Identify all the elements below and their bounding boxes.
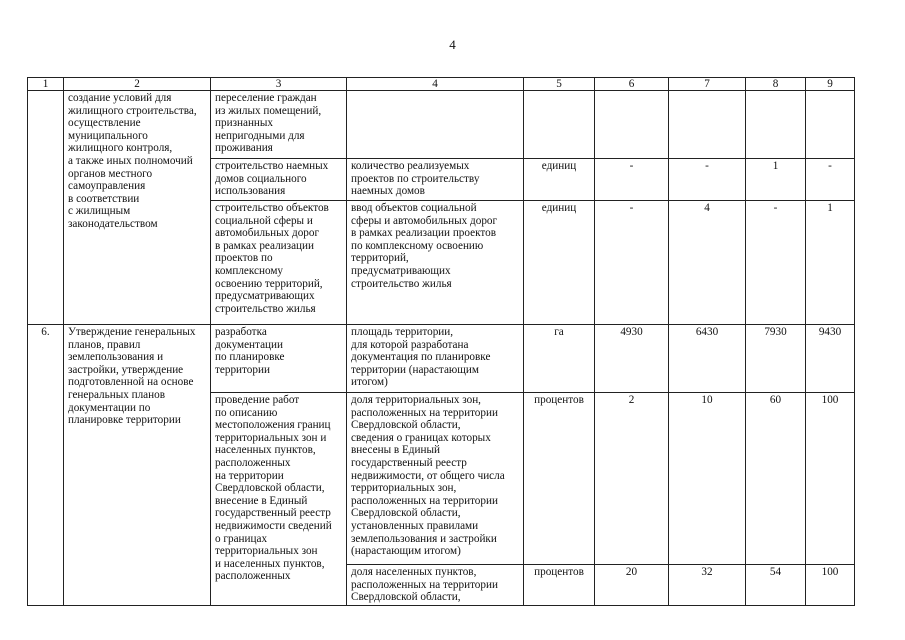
value-cell: 4 <box>669 201 746 325</box>
value-cell: - <box>806 159 855 201</box>
table-row <box>28 325 855 393</box>
col-header-7: 7 <box>669 78 746 91</box>
col-header-8: 8 <box>746 78 806 91</box>
value-cell <box>595 91 669 159</box>
indicator-cell: доля территориальных зон, расположенных на территории Свердловской области, сведения о границах которых внесены в Единый государственный реестр недвижимости, от общего числа территориальных зон, расположенных на территории Свердловской области, установленных правилами землепользования и застройки (нарастающим итогом) <box>347 393 524 565</box>
value-cell: 60 <box>746 393 806 565</box>
value-cell: 100 <box>806 565 855 606</box>
value-cell: 1 <box>746 159 806 201</box>
unit-cell <box>524 91 595 159</box>
value-cell: - <box>746 201 806 325</box>
col-header-3: 3 <box>211 78 347 91</box>
indicator-cell: доля населенных пунктов, расположенных на территории Свердловской области, <box>347 565 524 606</box>
col-header-6: 6 <box>595 78 669 91</box>
indicator-cell: площадь территории, для которой разработана документация по планировке территории (нарастающим итогом) <box>347 325 524 393</box>
value-cell: 54 <box>746 565 806 606</box>
value-cell: 1 <box>806 201 855 325</box>
value-cell: 10 <box>669 393 746 565</box>
col-header-4: 4 <box>347 78 524 91</box>
task-cell: создание условий для жилищного строительства, осуществление муниципального жилищного контроля, а также иных полномочий органов местного самоуправления в соответствии с жилищным законодательством <box>64 91 211 325</box>
value-cell: 32 <box>669 565 746 606</box>
table-row <box>28 91 855 159</box>
value-cell <box>669 91 746 159</box>
unit-cell: га <box>524 325 595 393</box>
unit-cell: единиц <box>524 159 595 201</box>
unit-cell: процентов <box>524 393 595 565</box>
event-cell: строительство наемных домов социального использования <box>211 159 347 201</box>
event-cell: проведение работ по описанию местоположения границ территориальных зон и населенных пунктов, расположенных на территории Свердловской области, внесение в Единый государственный реестр недвижимости сведений о границах территориальных зон и населенных пунктов, расположенных <box>211 393 347 606</box>
unit-cell: процентов <box>524 565 595 606</box>
value-cell: 9430 <box>806 325 855 393</box>
value-cell: - <box>595 201 669 325</box>
unit-cell: единиц <box>524 201 595 325</box>
page-number: 4 <box>449 37 456 52</box>
item-number-cell: 6. <box>28 325 64 606</box>
value-cell: - <box>669 159 746 201</box>
value-cell: 20 <box>595 565 669 606</box>
indicators-table <box>27 77 855 606</box>
indicator-cell <box>347 91 524 159</box>
value-cell <box>806 91 855 159</box>
value-cell: 7930 <box>746 325 806 393</box>
column-number-row <box>28 78 855 91</box>
indicator-cell: ввод объектов социальной сферы и автомобильных дорог в рамках реализации проектов по комплексному освоению территорий, предусматривающих строительство жилья <box>347 201 524 325</box>
col-header-9: 9 <box>806 78 855 91</box>
event-cell: строительство объектов социальной сферы и автомобильных дорог в рамках реализации проектов по комплексному освоению территорий, предусматривающих строительство жилья <box>211 201 347 325</box>
col-header-1: 1 <box>28 78 64 91</box>
value-cell: 6430 <box>669 325 746 393</box>
item-number-cell <box>28 91 64 325</box>
value-cell: - <box>595 159 669 201</box>
value-cell: 100 <box>806 393 855 565</box>
task-cell: Утверждение генеральных планов, правил землепользования и застройки, утверждение подготовленной на основе генеральных планов документации по планировке территории <box>64 325 211 606</box>
indicator-cell: количество реализуемых проектов по строительству наемных домов <box>347 159 524 201</box>
value-cell: 4930 <box>595 325 669 393</box>
event-cell: разработка документации по планировке территории <box>211 325 347 393</box>
col-header-2: 2 <box>64 78 211 91</box>
event-cell: переселение граждан из жилых помещений, признанных непригодными для проживания <box>211 91 347 159</box>
value-cell <box>746 91 806 159</box>
col-header-5: 5 <box>524 78 595 91</box>
value-cell: 2 <box>595 393 669 565</box>
